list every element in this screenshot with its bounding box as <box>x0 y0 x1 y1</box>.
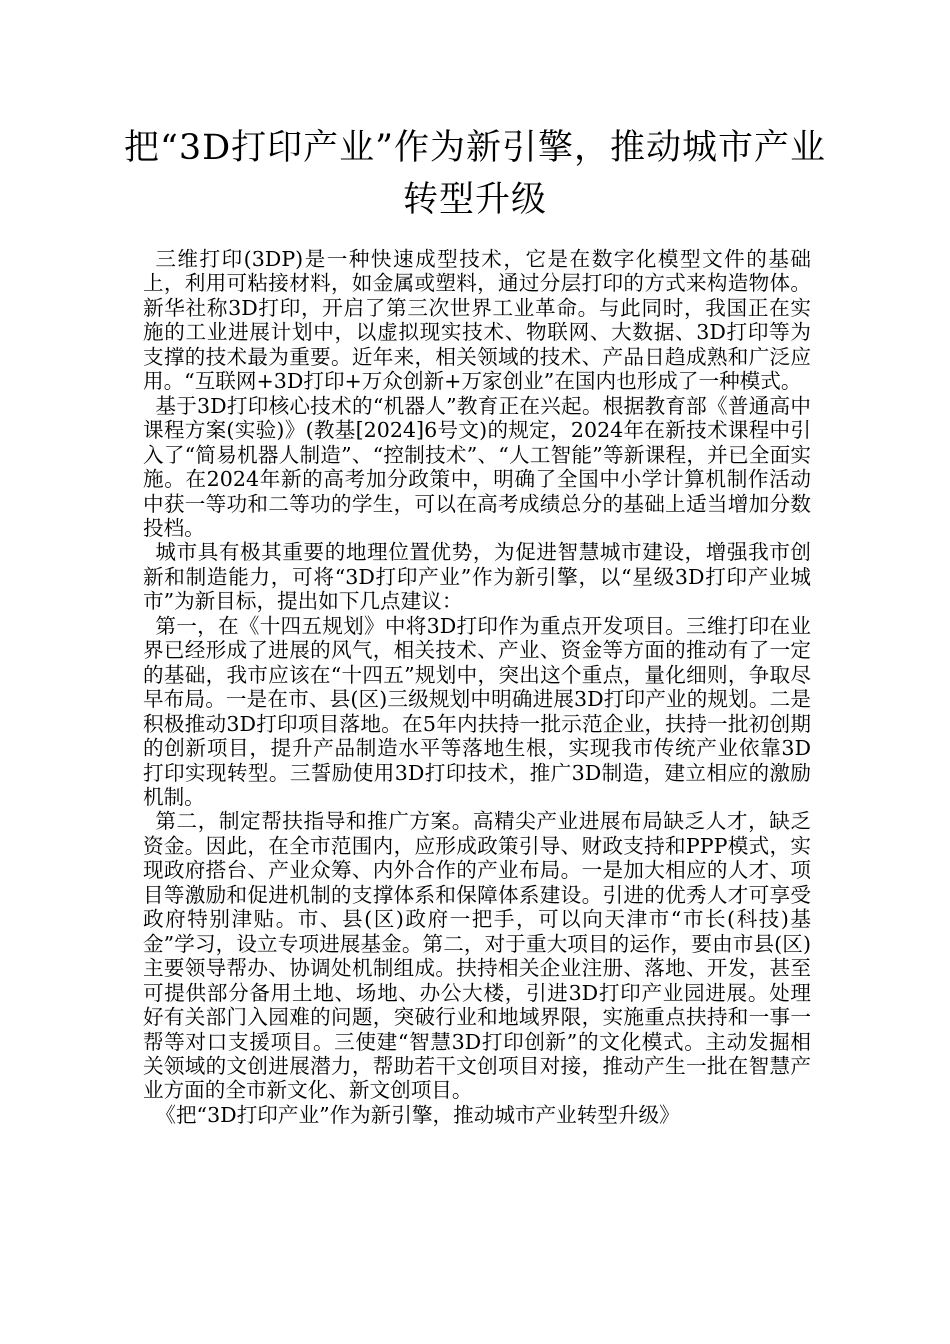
paragraph-closing-title: 《把“3D打印产业”作为新引擎，推动城市产业转型升级》 <box>155 1102 680 1127</box>
paragraph-suggestion-one: 第一，在《十四五规划》中将3D打印作为重点开发项目。三维打印在业界已经形成了进展的风气，相关技术、产业、资金等方面的推动有了一定的基础，我市应该在“十四五”规划中，突出这个重点，量化细则，争取尽早布局。一是在市、县(区)三级规划中明确进展3D打印产业的规划。二是积极推动3D打印项目落地。在5年内扶持一批示范企业，扶持一批初创期的创新项目，提升产品制造水平等落地生根，实现我市传统产业依靠3D打印实现转型。三誓励使用3D打印技术，推广3D制造，建立相应的激励机制。 <box>143 613 811 809</box>
document-title: 把“3D打印产业”作为新引擎，推动城市产业转型升级 <box>123 128 827 220</box>
paragraph-intro: 三维打印(3DP)是一种快速成型技术，它是在数字化模型文件的基础上，利用可粘接材料，如金属或塑料，通过分层打印的方式来构造物体。新华社称3D打印，开启了第三次世界工业革命。与此同时，我国正在实施的工业进展计划中，以虚拟现实技术、物联网、大数据、3D打印等为支撑的技术最为重要。近年来，相关领域的技术、产品日趋成熟和广泛应用。“互联网+3D打印+万众创新+万家创业”在国内也形成了一种模式。 <box>143 247 811 394</box>
paragraph-robot-education: 基于3D打印核心技术的“机器人”教育正在兴起。根据教育部《普通高中课程方案(实验)》(教基[2024]6号文)的规定，2024年在新技术课程中引入了“简易机器人制造”、“控制技术”、“人工智能”等新课程，并已全面实施。在2024年新的高考加分政策中，明确了全国中小学计算机制作活动中获一等功和二等功的学生，可以在高考成绩总分的基础上适当增加分数投档。 <box>143 393 811 540</box>
paragraph-suggestion-two: 第二，制定帮扶指导和推广方案。高精尖产业进展布局缺乏人才，缺乏资金。因此，在全市范围内，应形成政策引导、财政支持和PPP模式，实现政府搭台、产业众筹、内外合作的产业布局。一是加大相应的人才、项目等激励和促进机制的支撑体系和保障体系建设。引进的优秀人才可享受政府特别津贴。市、县(区)政府一把手，可以向天津市“市长(科技)基金”学习，设立专项进展基金。第二，对于重大项目的运作，要由市县(区)主要领导帮办、协调处机制组成。扶持相关企业注册、落地、开发，甚至可提供部分备用土地、场地、办公大楼，引进3D打印产业园进展。处理好有关部门入园难的问题，突破行业和地域界限，实施重点扶持和一事一帮等对口支援项目。三使建“智慧3D打印创新”的文化模式。主动发掘相关领域的文创进展潜力，帮助若干文创项目对接，推动产生一批在智慧产业方面的全市新文化、新文创项目。 <box>143 809 811 1103</box>
document-body <box>143 247 811 1127</box>
paragraph-city-advantage: 城市具有极其重要的地理位置优势，为促进智慧城市建设，增强我市创新和制造能力，可将“3D打印产业”作为新引擎，以“星级3D打印产业城市”为新目标，提出如下几点建议： <box>143 540 811 614</box>
